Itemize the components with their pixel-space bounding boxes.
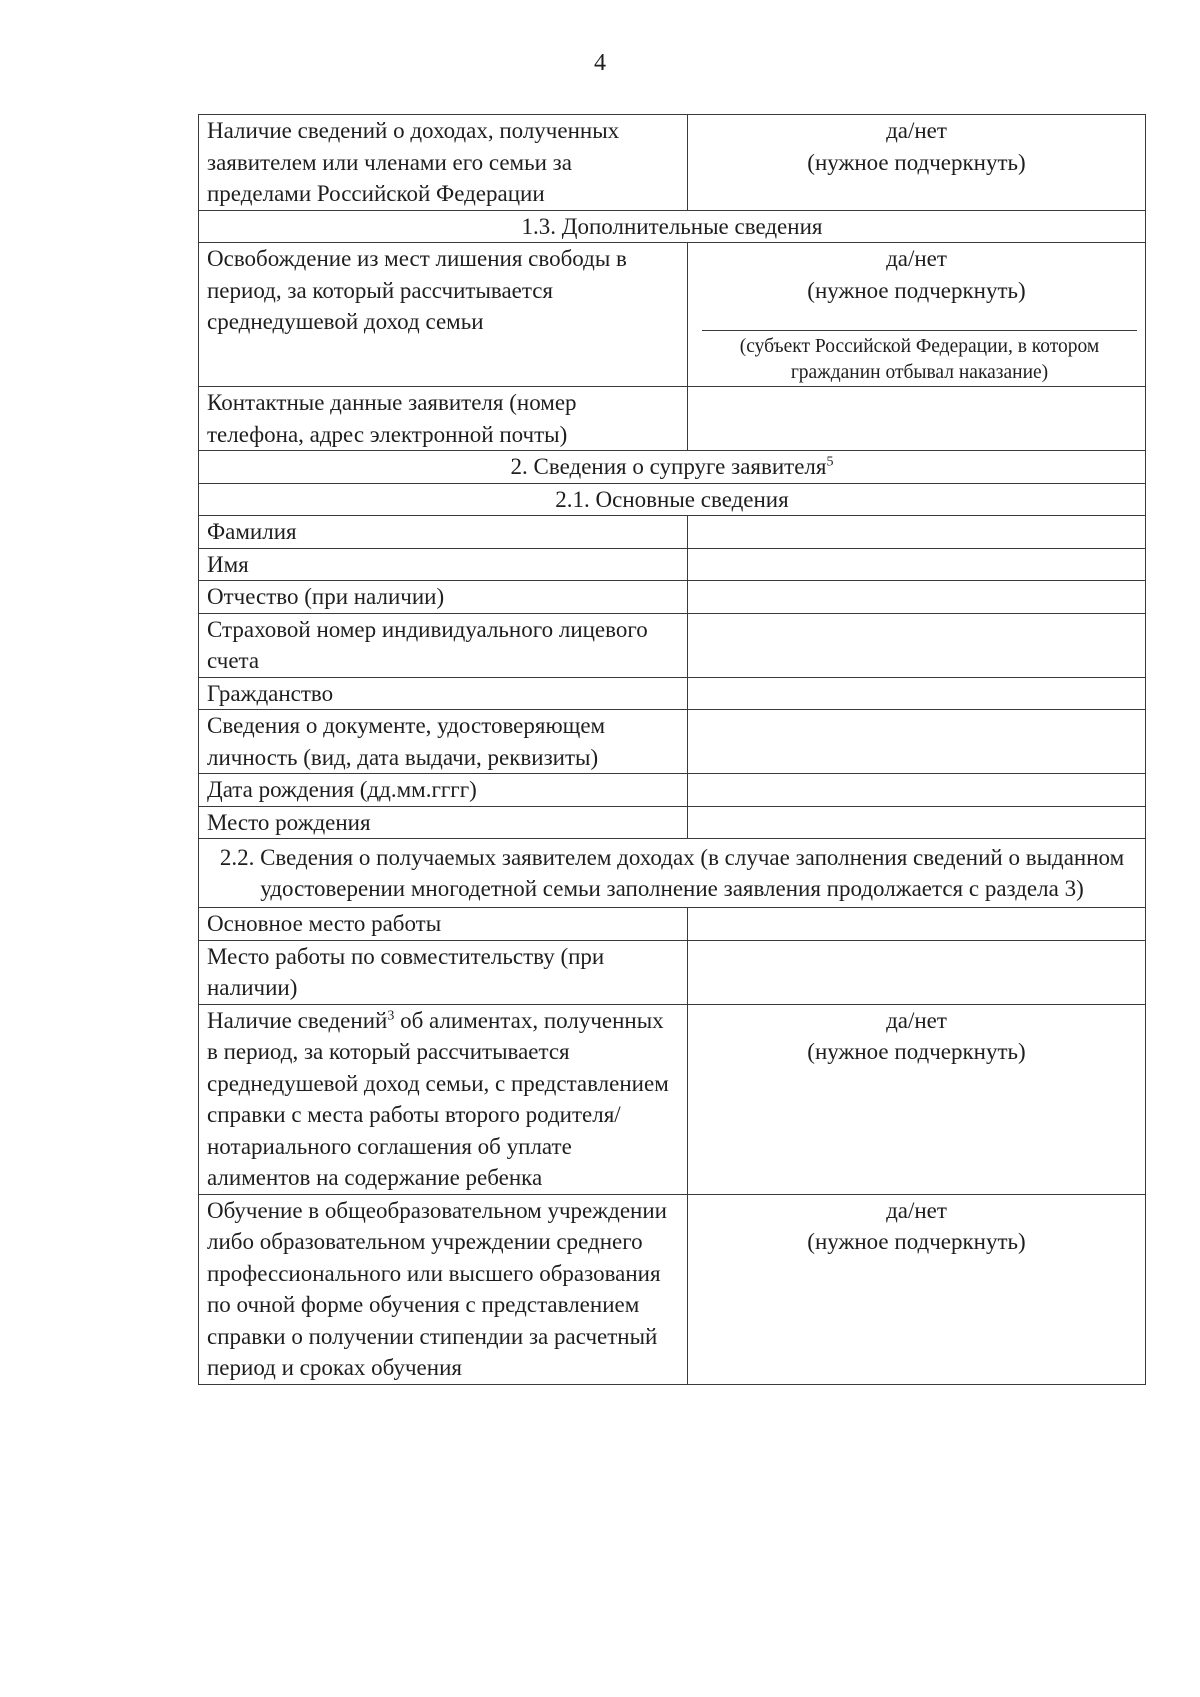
contact-data-label: Контактные данные заявителя (номер телефона, адрес электронной почты) bbox=[199, 387, 688, 451]
section-heading-2 bbox=[199, 451, 1146, 484]
application-form-table bbox=[198, 114, 1146, 1385]
table-row bbox=[199, 451, 1146, 484]
alimony-label-start: Наличие сведений bbox=[207, 1007, 388, 1033]
underline-hint: (нужное подчеркнуть) bbox=[807, 1229, 1026, 1254]
table-row bbox=[199, 243, 1146, 387]
table-row bbox=[199, 908, 1146, 941]
yes-no-option: да/нет bbox=[886, 1197, 947, 1223]
table-row bbox=[199, 581, 1146, 614]
table-row bbox=[199, 115, 1146, 211]
table-row bbox=[199, 516, 1146, 549]
table-row bbox=[199, 548, 1146, 581]
table-row bbox=[199, 613, 1146, 677]
citizenship-label: Гражданство bbox=[199, 677, 688, 710]
section-heading-2-2: 2.2. Сведения о получаемых заявителем доходах (в случае заполнения сведений о выданном удостоверении многодетной семьи заполнение заявления продолжается с раздела 3) bbox=[199, 839, 1146, 908]
patronymic-label: Отчество (при наличии) bbox=[199, 581, 688, 614]
table-row bbox=[199, 1004, 1146, 1194]
table-row bbox=[199, 483, 1146, 516]
yes-no-option: да/нет bbox=[886, 1007, 947, 1033]
main-workplace-label: Основное место работы bbox=[199, 908, 688, 941]
surname-label: Фамилия bbox=[199, 516, 688, 549]
yes-no-option: да/нет bbox=[886, 246, 947, 271]
contact-data-field[interactable] bbox=[688, 387, 1146, 451]
foreign-income-label: Наличие сведений о доходах, полученных заявителем или членами его семьи за пределами Российской Федерации bbox=[199, 115, 688, 211]
alimony-label bbox=[199, 1004, 688, 1194]
table-row bbox=[199, 1194, 1146, 1384]
section-heading-2-1: 2.1. Основные сведения bbox=[199, 483, 1146, 516]
table-row bbox=[199, 806, 1146, 839]
table-row bbox=[199, 940, 1146, 1004]
surname-field[interactable] bbox=[688, 516, 1146, 549]
main-workplace-field[interactable] bbox=[688, 908, 1146, 941]
identity-document-label: Сведения о документе, удостоверяющем личность (вид, дата выдачи, реквизиты) bbox=[199, 710, 688, 774]
education-value[interactable] bbox=[688, 1194, 1146, 1384]
table-row bbox=[199, 774, 1146, 807]
table-row bbox=[199, 677, 1146, 710]
release-from-prison-value[interactable] bbox=[688, 243, 1146, 387]
section-heading-1-3: 1.3. Дополнительные сведения bbox=[199, 210, 1146, 243]
release-from-prison-label: Освобождение из мест лишения свободы в период, за который рассчитывается среднедушевой доход семьи bbox=[199, 243, 688, 387]
foreign-income-value[interactable] bbox=[688, 115, 1146, 211]
underline-hint: (нужное подчеркнуть) bbox=[807, 277, 1026, 303]
birth-place-field[interactable] bbox=[688, 806, 1146, 839]
birth-date-label: Дата рождения (дд.мм.гггг) bbox=[199, 774, 688, 807]
page-number: 4 bbox=[594, 50, 606, 76]
snils-label: Страховой номер индивидуального лицевого счета bbox=[199, 613, 688, 677]
part-time-workplace-field[interactable] bbox=[688, 940, 1146, 1004]
subject-hint: (субъект Российской Федерации, в котором гражданин отбывал наказание) bbox=[702, 330, 1137, 386]
patronymic-field[interactable] bbox=[688, 581, 1146, 614]
underline-hint: (нужное подчеркнуть) bbox=[807, 149, 1026, 175]
footnote-mark: 3 bbox=[387, 1007, 395, 1023]
identity-document-field[interactable] bbox=[688, 710, 1146, 774]
table-row bbox=[199, 387, 1146, 451]
birth-date-field[interactable] bbox=[688, 774, 1146, 807]
alimony-value[interactable] bbox=[688, 1004, 1146, 1194]
table-row bbox=[199, 710, 1146, 774]
table-row bbox=[199, 839, 1146, 908]
citizenship-field[interactable] bbox=[688, 677, 1146, 710]
education-label: Обучение в общеобразовательном учреждении либо образовательном учреждении среднего профессионального или высшего образования по очной форме обучения с представлением справки о получении стипендии за расчетный период и сроках обучения bbox=[199, 1194, 688, 1384]
table-row bbox=[199, 210, 1146, 243]
first-name-label: Имя bbox=[199, 548, 688, 581]
footnote-mark: 5 bbox=[826, 454, 834, 470]
yes-no-option: да/нет bbox=[886, 118, 947, 143]
snils-field[interactable] bbox=[688, 613, 1146, 677]
part-time-workplace-label: Место работы по совместительству (при наличии) bbox=[199, 940, 688, 1004]
underline-hint: (нужное подчеркнуть) bbox=[807, 1039, 1026, 1064]
alimony-label-rest: об алиментах, полученных в период, за который рассчитывается среднедушевой доход семьи, с представлением справки с места работы второго родителя/ нотариального соглашения об уплате алиментов на содержание ребенка bbox=[207, 1007, 669, 1190]
birth-place-label: Место рождения bbox=[199, 806, 688, 839]
first-name-field[interactable] bbox=[688, 548, 1146, 581]
section-2-title: 2. Сведения о супруге заявителя bbox=[510, 454, 827, 479]
